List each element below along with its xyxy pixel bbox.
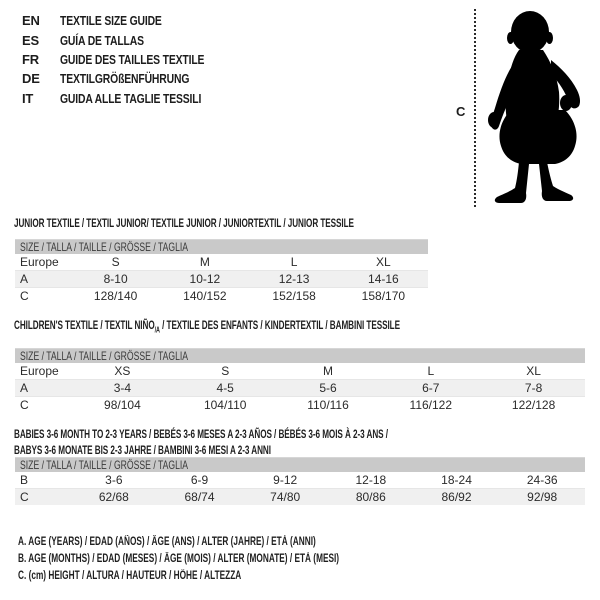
language-list bbox=[22, 11, 240, 108]
junior-size-header-bar bbox=[15, 240, 428, 254]
table-cell: XS bbox=[114, 364, 131, 378]
language-guide-title: TEXTILE SIZE GUIDE bbox=[60, 13, 162, 29]
table-cell: S bbox=[111, 255, 120, 269]
language-code: IT bbox=[22, 90, 34, 106]
language-row bbox=[22, 30, 240, 49]
table-cell: 9-12 bbox=[273, 473, 298, 487]
table-row bbox=[15, 288, 428, 304]
children-title-post: / TEXTILE DES ENFANTS / KINDERTEXTIL / BAMBINI TESSILE bbox=[159, 318, 400, 332]
legend-notes bbox=[18, 534, 464, 585]
table-cell: 110/116 bbox=[307, 398, 349, 412]
legend-note-line: A. AGE (YEARS) / EDAD (AÑOS) / ÂGE (ANS) / ALTER (JAHRE) / ETÀ (ANNI) bbox=[18, 536, 316, 548]
table-row bbox=[15, 472, 585, 489]
language-row bbox=[22, 69, 240, 88]
children-size-header-bar bbox=[15, 349, 585, 363]
table-cell: 6-7 bbox=[422, 381, 440, 395]
table-row bbox=[15, 363, 585, 380]
table-cell: 7-8 bbox=[524, 381, 543, 395]
table-cell: 74/80 bbox=[270, 490, 301, 504]
row-label: A bbox=[20, 381, 29, 395]
children-table-rows bbox=[15, 363, 585, 413]
row-label: Europe bbox=[20, 255, 59, 269]
table-cell: XL bbox=[526, 364, 541, 378]
row-label: C bbox=[20, 398, 29, 412]
table-cell: 4-5 bbox=[216, 381, 234, 395]
children-title-sub: /A bbox=[154, 325, 160, 335]
language-code: FR bbox=[22, 51, 39, 67]
junior-table-rows bbox=[15, 254, 428, 304]
row-label: Europe bbox=[20, 364, 59, 378]
table-row bbox=[15, 271, 428, 288]
table-row bbox=[15, 489, 585, 505]
table-cell: M bbox=[199, 255, 210, 269]
table-cell: 98/104 bbox=[104, 398, 141, 412]
table-cell: 62/68 bbox=[98, 490, 129, 504]
row-label: B bbox=[20, 473, 29, 487]
table-cell: 68/74 bbox=[184, 490, 215, 504]
table-cell: 24-36 bbox=[526, 473, 558, 487]
table-cell: 10-12 bbox=[189, 272, 221, 286]
table-cell: 12-13 bbox=[278, 272, 310, 286]
table-cell: 8-10 bbox=[103, 272, 128, 286]
table-cell: 12-18 bbox=[355, 473, 387, 487]
section-title-children-text bbox=[14, 317, 400, 338]
language-guide-title: GUÍA DE TALLAS bbox=[60, 32, 144, 48]
table-row bbox=[15, 254, 428, 271]
table-cell: 3-6 bbox=[105, 473, 123, 487]
table-cell: 6-9 bbox=[190, 473, 209, 487]
babies-title-line2: BABYS 3-6 MONATE BIS 2-3 JAHRE / BAMBINI 3-6 MESI A 2-3 ANNI bbox=[14, 443, 271, 457]
babies-title-line1: BABIES 3-6 MONTH TO 2-3 YEARS / BEBÉS 3-6 MESES A 2-3 AÑOS / BÉBÉS 3-6 MOIS À 2-3 ANS / bbox=[14, 427, 388, 441]
language-code: EN bbox=[22, 13, 40, 29]
row-label: C bbox=[20, 289, 29, 303]
table-cell: L bbox=[290, 255, 298, 269]
table-cell: 14-16 bbox=[368, 272, 399, 286]
children-size-table bbox=[15, 348, 585, 413]
table-cell: 5-6 bbox=[319, 381, 337, 395]
table-cell: 152/158 bbox=[272, 289, 316, 303]
section-title-junior-text: JUNIOR TEXTILE / TEXTIL JUNIOR/ TEXTILE JUNIOR / JUNIORTEXTIL / JUNIOR TESSILE bbox=[14, 216, 354, 230]
language-guide-title: TEXTILGRÖßENFÜHRUNG bbox=[60, 71, 190, 87]
table-row bbox=[15, 380, 585, 397]
table-cell: 116/122 bbox=[409, 398, 453, 412]
legend-note-line: B. AGE (MONTHS) / EDAD (MESES) / ÂGE (MOIS) / ALTER (MONATE) / ETÀ (MESI) bbox=[18, 553, 340, 565]
section-title-babies bbox=[14, 426, 564, 458]
language-code: DE bbox=[22, 71, 40, 87]
table-cell: 3-4 bbox=[113, 381, 132, 395]
row-label: A bbox=[20, 272, 29, 286]
size-header-text: SIZE / TALLA / TAILLE / GRÖSSE / TAGLIA bbox=[20, 349, 189, 363]
junior-size-table bbox=[15, 239, 428, 304]
table-cell: 128/140 bbox=[93, 289, 138, 303]
table-cell: 18-24 bbox=[441, 473, 472, 487]
section-title-children bbox=[14, 317, 582, 338]
section-title-junior bbox=[14, 215, 514, 231]
language-guide-title: GUIDE DES TAILLES TEXTILE bbox=[60, 51, 205, 67]
table-cell: 122/128 bbox=[511, 398, 556, 412]
language-code: ES bbox=[22, 32, 39, 48]
baby-silhouette bbox=[481, 10, 595, 206]
table-cell: M bbox=[322, 364, 333, 378]
language-row bbox=[22, 50, 240, 69]
legend-note-line: C. (cm) HEIGHT / ALTURA / HAUTEUR / HÖHE / ALTEZZA bbox=[18, 570, 242, 582]
table-cell: S bbox=[221, 364, 230, 378]
table-cell: 104/110 bbox=[203, 398, 247, 412]
size-header-text: SIZE / TALLA / TAILLE / GRÖSSE / TAGLIA bbox=[20, 240, 189, 254]
table-cell: 80/86 bbox=[355, 490, 386, 504]
babies-size-header-bar bbox=[15, 458, 585, 472]
height-dotted-line bbox=[474, 9, 476, 207]
table-cell: L bbox=[427, 364, 435, 378]
children-title-pre: CHILDREN'S TEXTILE / TEXTIL NIÑO bbox=[14, 318, 155, 332]
table-cell: 86/92 bbox=[441, 490, 472, 504]
table-cell: 140/152 bbox=[183, 289, 227, 303]
row-label: C bbox=[20, 490, 29, 504]
language-row bbox=[22, 89, 240, 108]
table-cell: 158/170 bbox=[361, 289, 406, 303]
babies-size-table bbox=[15, 457, 585, 505]
height-measure-label: C bbox=[456, 104, 466, 119]
table-row bbox=[15, 397, 585, 413]
size-header-text: SIZE / TALLA / TAILLE / GRÖSSE / TAGLIA bbox=[20, 458, 189, 472]
babies-table-rows bbox=[15, 472, 585, 505]
table-cell: XL bbox=[376, 255, 391, 269]
table-cell: 92/98 bbox=[527, 490, 558, 504]
language-row bbox=[22, 11, 240, 30]
language-guide-title: GUIDA ALLE TAGLIE TESSILI bbox=[60, 90, 202, 106]
